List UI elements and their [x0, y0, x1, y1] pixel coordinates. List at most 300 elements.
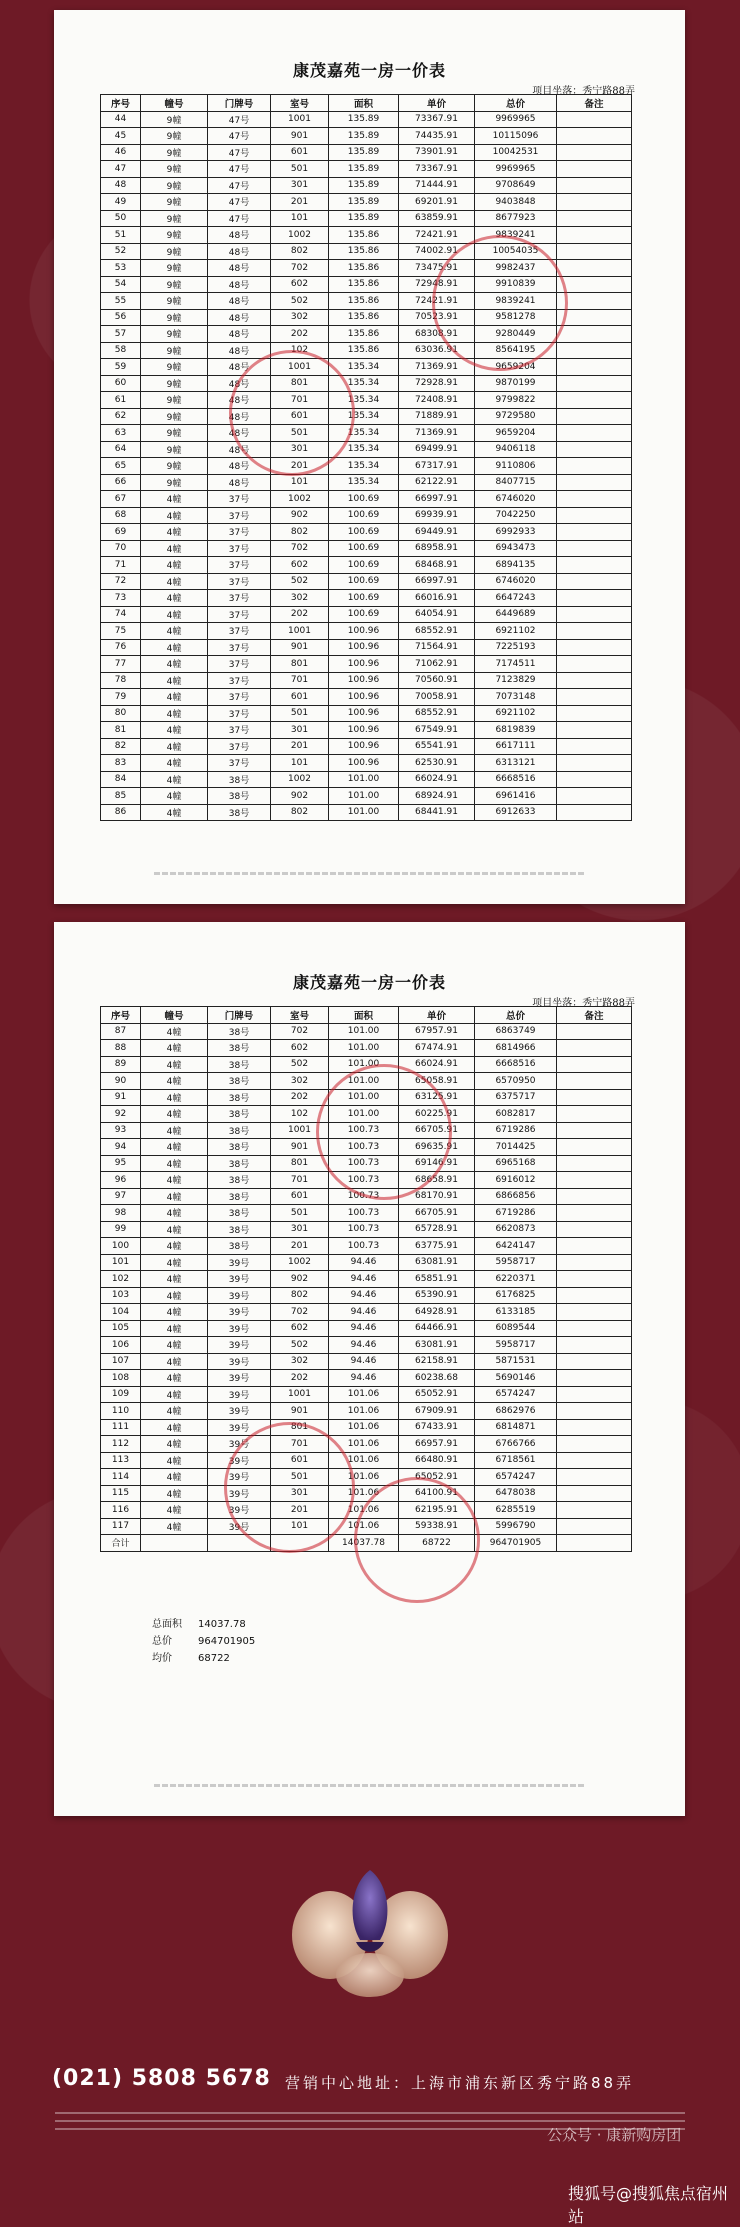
table-cell: 6965168 [475, 1155, 557, 1172]
table-cell: 80 [101, 705, 141, 722]
table-cell: 601 [271, 144, 329, 161]
table-cell: 101 [271, 1518, 329, 1535]
table-cell: 71444.91 [399, 177, 475, 194]
table-cell: 63125.91 [399, 1089, 475, 1106]
table-cell: 801 [271, 1419, 329, 1436]
table-cell: 5996790 [475, 1518, 557, 1535]
table-cell: 135.86 [329, 293, 399, 310]
table-row [101, 1419, 632, 1436]
table-cell: 71889.91 [399, 408, 475, 425]
table-cell: 6814966 [475, 1040, 557, 1057]
table-cell: 4幢 [141, 804, 208, 821]
table-cell: 135.89 [329, 128, 399, 145]
summary-value: 14037.78 [198, 1619, 246, 1630]
table-cell: 38号 [208, 788, 271, 805]
table-cell: 100.69 [329, 540, 399, 557]
table-cell: 502 [271, 1056, 329, 1073]
table-cell: 100.96 [329, 672, 399, 689]
table-cell: 9839241 [475, 227, 557, 244]
table-cell: 100.73 [329, 1155, 399, 1172]
table-cell: 6647243 [475, 590, 557, 607]
table-cell: 101.06 [329, 1518, 399, 1535]
table-row [101, 540, 632, 557]
table-cell: 68 [101, 507, 141, 524]
table-cell: 4幢 [141, 573, 208, 590]
table-cell: 45 [101, 128, 141, 145]
table-cell: 95 [101, 1155, 141, 1172]
table-cell: 39号 [208, 1353, 271, 1370]
table-row [101, 1320, 632, 1337]
table-row [101, 1386, 632, 1403]
summary-label: 总面积 [152, 1619, 182, 1630]
table-cell: 135.34 [329, 425, 399, 442]
table-cell [557, 1386, 632, 1403]
table-cell: 37号 [208, 540, 271, 557]
table-row [101, 573, 632, 590]
table-cell: 74 [101, 606, 141, 623]
table-cell: 5690146 [475, 1370, 557, 1387]
table-cell: 102 [271, 342, 329, 359]
table-cell: 38号 [208, 1056, 271, 1073]
table-cell: 69939.91 [399, 507, 475, 524]
table-cell: 101 [271, 210, 329, 227]
table-cell: 100.69 [329, 491, 399, 508]
sohu-watermark: 搜狐号@搜狐焦点宿州站 [568, 2184, 729, 2226]
table-cell [557, 1535, 632, 1552]
table-cell: 46 [101, 144, 141, 161]
table-cell: 100.96 [329, 722, 399, 739]
table-cell: 100.69 [329, 524, 399, 541]
table-cell: 39号 [208, 1419, 271, 1436]
table-cell [557, 1139, 632, 1156]
table-cell: 135.86 [329, 326, 399, 343]
table-cell [557, 458, 632, 475]
table-cell: 6449689 [475, 606, 557, 623]
table-cell: 135.86 [329, 309, 399, 326]
table-cell: 9581278 [475, 309, 557, 326]
table-cell: 102 [271, 1106, 329, 1123]
table-cell: 38号 [208, 771, 271, 788]
table-cell: 7174511 [475, 656, 557, 673]
table-row [101, 755, 632, 772]
table-cell: 113 [101, 1452, 141, 1469]
table-cell: 103 [101, 1287, 141, 1304]
table-cell: 66480.91 [399, 1452, 475, 1469]
table-cell: 38号 [208, 1089, 271, 1106]
table-cell: 501 [271, 1469, 329, 1486]
table-cell: 100.73 [329, 1172, 399, 1189]
table-cell: 37号 [208, 722, 271, 739]
table-cell [557, 1271, 632, 1288]
table-cell: 9403848 [475, 194, 557, 211]
table-cell: 702 [271, 1023, 329, 1040]
table-cell: 9幢 [141, 111, 208, 128]
table-cell: 96 [101, 1172, 141, 1189]
column-header: 面积 [329, 1007, 399, 1024]
table-cell: 201 [271, 1238, 329, 1255]
table-cell: 79 [101, 689, 141, 706]
table-cell: 4幢 [141, 1254, 208, 1271]
table-cell: 100.96 [329, 623, 399, 640]
table-cell: 501 [271, 705, 329, 722]
table-cell [557, 474, 632, 491]
table-row [101, 1205, 632, 1222]
table-cell: 48号 [208, 392, 271, 409]
table-cell: 6089544 [475, 1320, 557, 1337]
table-cell: 70 [101, 540, 141, 557]
table-cell [557, 1469, 632, 1486]
table-cell: 39号 [208, 1271, 271, 1288]
table-cell [557, 1353, 632, 1370]
table-cell: 81 [101, 722, 141, 739]
table-cell: 72 [101, 573, 141, 590]
table-cell: 109 [101, 1386, 141, 1403]
table-cell: 100.96 [329, 755, 399, 772]
table-cell: 69146.91 [399, 1155, 475, 1172]
table-row [101, 1469, 632, 1486]
table-cell: 48 [101, 177, 141, 194]
column-header: 面积 [329, 95, 399, 112]
table-cell [557, 689, 632, 706]
table-cell [557, 1403, 632, 1420]
table-row [101, 590, 632, 607]
table-cell: 37号 [208, 656, 271, 673]
table-cell: 83 [101, 755, 141, 772]
table-cell: 4幢 [141, 1287, 208, 1304]
table-cell: 68924.91 [399, 788, 475, 805]
table-row [101, 392, 632, 409]
table-cell: 202 [271, 606, 329, 623]
table-row [101, 111, 632, 128]
table-cell [557, 425, 632, 442]
table-cell: 37号 [208, 606, 271, 623]
table-cell: 99 [101, 1221, 141, 1238]
table-cell: 69201.91 [399, 194, 475, 211]
table-cell: 55 [101, 293, 141, 310]
table-row [101, 507, 632, 524]
table-cell: 39号 [208, 1337, 271, 1354]
table-cell: 135.89 [329, 177, 399, 194]
table-cell: 9幢 [141, 293, 208, 310]
table-cell: 100.96 [329, 705, 399, 722]
table-cell [557, 1023, 632, 1040]
table-cell: 1001 [271, 111, 329, 128]
table-cell: 70523.91 [399, 309, 475, 326]
table-cell: 9幢 [141, 392, 208, 409]
table-cell: 71564.91 [399, 639, 475, 656]
table-cell: 60225.91 [399, 1106, 475, 1123]
table-cell: 7225193 [475, 639, 557, 656]
table-cell: 68658.91 [399, 1172, 475, 1189]
table-cell: 602 [271, 1040, 329, 1057]
table-cell: 71062.91 [399, 656, 475, 673]
table-cell: 135.86 [329, 227, 399, 244]
table-cell: 701 [271, 1436, 329, 1453]
table-cell: 6819839 [475, 722, 557, 739]
table-cell: 87 [101, 1023, 141, 1040]
table-cell: 9幢 [141, 210, 208, 227]
table-cell: 9幢 [141, 375, 208, 392]
table-cell: 9幢 [141, 342, 208, 359]
table-row [101, 375, 632, 392]
table-cell: 101.00 [329, 1089, 399, 1106]
table-cell: 601 [271, 408, 329, 425]
table-cell: 4幢 [141, 705, 208, 722]
table-cell: 48号 [208, 375, 271, 392]
table-cell: 202 [271, 1370, 329, 1387]
table-cell: 6921102 [475, 705, 557, 722]
column-header: 室号 [271, 1007, 329, 1024]
table-row [101, 1485, 632, 1502]
table-cell [557, 672, 632, 689]
table-row [101, 177, 632, 194]
table-cell: 94.46 [329, 1337, 399, 1354]
table-cell: 39号 [208, 1452, 271, 1469]
table-cell: 9870199 [475, 375, 557, 392]
table-cell: 65390.91 [399, 1287, 475, 1304]
table-cell: 6620873 [475, 1221, 557, 1238]
table-cell: 115 [101, 1485, 141, 1502]
table-cell: 50 [101, 210, 141, 227]
summary-block [152, 1616, 255, 1667]
table-cell: 73901.91 [399, 144, 475, 161]
table-cell: 101.00 [329, 771, 399, 788]
table-cell: 56 [101, 309, 141, 326]
table-cell: 73 [101, 590, 141, 607]
hotline-phone: (021) 5808 5678 [52, 2066, 271, 2091]
table-cell: 94.46 [329, 1320, 399, 1337]
table-cell: 108 [101, 1370, 141, 1387]
table-cell: 63036.91 [399, 342, 475, 359]
table-cell [557, 1188, 632, 1205]
table-cell: 38号 [208, 1139, 271, 1156]
table-cell [557, 623, 632, 640]
table-cell: 4幢 [141, 623, 208, 640]
table-cell: 135.89 [329, 194, 399, 211]
table-cell: 4幢 [141, 689, 208, 706]
table-cell: 74435.91 [399, 128, 475, 145]
table-cell: 65541.91 [399, 738, 475, 755]
column-header: 备注 [557, 1007, 632, 1024]
table-row [101, 639, 632, 656]
table-cell: 6814871 [475, 1419, 557, 1436]
table-cell: 802 [271, 1287, 329, 1304]
table-cell [557, 705, 632, 722]
table-cell: 39号 [208, 1485, 271, 1502]
table-cell [557, 1370, 632, 1387]
column-header: 单价 [399, 95, 475, 112]
column-header: 单价 [399, 1007, 475, 1024]
table-cell: 4幢 [141, 755, 208, 772]
table-cell: 59 [101, 359, 141, 376]
table-row [101, 788, 632, 805]
table-cell [557, 1155, 632, 1172]
table-cell: 9幢 [141, 441, 208, 458]
table-cell: 100.73 [329, 1188, 399, 1205]
table-cell: 6916012 [475, 1172, 557, 1189]
table-row [101, 359, 632, 376]
table-cell [557, 359, 632, 376]
table-cell: 6718561 [475, 1452, 557, 1469]
table-cell: 112 [101, 1436, 141, 1453]
table-row [101, 623, 632, 640]
table-cell: 6570950 [475, 1073, 557, 1090]
table-cell: 110 [101, 1403, 141, 1420]
table-cell: 101.06 [329, 1419, 399, 1436]
table-cell: 107 [101, 1353, 141, 1370]
orchid-crystal-logo [290, 1850, 450, 2000]
table-cell: 601 [271, 1452, 329, 1469]
table-cell: 66997.91 [399, 573, 475, 590]
table-cell: 48号 [208, 342, 271, 359]
table-cell: 66997.91 [399, 491, 475, 508]
table-cell: 901 [271, 639, 329, 656]
table-cell: 10115096 [475, 128, 557, 145]
table-cell [557, 326, 632, 343]
project-address: 项目坐落：秀宁路88弄 [532, 998, 635, 1009]
table-cell: 502 [271, 573, 329, 590]
table-cell: 62530.91 [399, 755, 475, 772]
price-sheet-page-1 [54, 10, 685, 904]
table-cell: 39号 [208, 1304, 271, 1321]
table-cell: 135.86 [329, 260, 399, 277]
table-cell: 4幢 [141, 590, 208, 607]
page-title: 康茂嘉苑一房一价表 [292, 973, 446, 992]
table-cell: 39号 [208, 1502, 271, 1519]
table-cell: 802 [271, 243, 329, 260]
table-cell: 38号 [208, 1172, 271, 1189]
table-header-row [101, 95, 632, 112]
table-row [101, 1304, 632, 1321]
table-cell: 101.06 [329, 1452, 399, 1469]
table-cell: 100.73 [329, 1221, 399, 1238]
table-cell: 4幢 [141, 1436, 208, 1453]
table-cell: 69449.91 [399, 524, 475, 541]
table-cell: 6668516 [475, 771, 557, 788]
table-cell: 4幢 [141, 524, 208, 541]
table-cell: 97 [101, 1188, 141, 1205]
table-cell: 9659204 [475, 359, 557, 376]
table-cell: 7123829 [475, 672, 557, 689]
table-cell: 61 [101, 392, 141, 409]
table-cell: 10054035 [475, 243, 557, 260]
table-cell: 47号 [208, 128, 271, 145]
table-cell: 9799822 [475, 392, 557, 409]
table-cell: 48号 [208, 359, 271, 376]
table-cell: 68441.91 [399, 804, 475, 821]
table-cell: 94.46 [329, 1287, 399, 1304]
table-header-row [101, 1007, 632, 1024]
table-cell [557, 540, 632, 557]
table-cell: 62122.91 [399, 474, 475, 491]
table-cell: 1001 [271, 359, 329, 376]
table-cell: 100.73 [329, 1139, 399, 1156]
table-cell [557, 722, 632, 739]
table-cell: 64100.91 [399, 1485, 475, 1502]
table-cell: 6866856 [475, 1188, 557, 1205]
table-cell: 4幢 [141, 1485, 208, 1502]
table-cell: 37号 [208, 557, 271, 574]
table-cell: 68552.91 [399, 623, 475, 640]
table-cell: 39号 [208, 1287, 271, 1304]
table-cell: 701 [271, 672, 329, 689]
table-cell [557, 1485, 632, 1502]
table-cell: 47号 [208, 177, 271, 194]
table-cell: 9幢 [141, 194, 208, 211]
table-cell [557, 1287, 632, 1304]
table-cell: 64 [101, 441, 141, 458]
table-cell: 4幢 [141, 788, 208, 805]
table-cell [141, 1535, 208, 1552]
table-cell: 100.69 [329, 557, 399, 574]
table-cell: 135.34 [329, 375, 399, 392]
table-cell: 6617111 [475, 738, 557, 755]
table-cell: 94.46 [329, 1271, 399, 1288]
table-cell: 100.73 [329, 1122, 399, 1139]
table-cell: 67474.91 [399, 1040, 475, 1057]
table-cell: 37号 [208, 507, 271, 524]
table-cell: 38号 [208, 1122, 271, 1139]
table-cell: 6943473 [475, 540, 557, 557]
table-cell: 4幢 [141, 606, 208, 623]
table-row [101, 194, 632, 211]
table-cell: 9幢 [141, 276, 208, 293]
table-row [101, 804, 632, 821]
table-cell: 6220371 [475, 1271, 557, 1288]
table-cell: 135.86 [329, 342, 399, 359]
table-cell: 6375717 [475, 1089, 557, 1106]
table-cell: 94.46 [329, 1353, 399, 1370]
table-cell: 135.86 [329, 276, 399, 293]
table-cell: 4幢 [141, 1221, 208, 1238]
table-cell: 104 [101, 1304, 141, 1321]
table-cell: 7073148 [475, 689, 557, 706]
table-cell: 71 [101, 557, 141, 574]
table-row [101, 1452, 632, 1469]
table-cell [557, 557, 632, 574]
table-cell: 701 [271, 1172, 329, 1189]
table-cell: 38号 [208, 1155, 271, 1172]
table-cell: 6961416 [475, 788, 557, 805]
table-cell: 52 [101, 243, 141, 260]
table-cell: 67433.91 [399, 1419, 475, 1436]
table-cell: 101.00 [329, 1106, 399, 1123]
table-cell: 94.46 [329, 1304, 399, 1321]
table-cell: 1002 [271, 1254, 329, 1271]
table-cell: 201 [271, 458, 329, 475]
table-cell: 1001 [271, 623, 329, 640]
table-cell [557, 590, 632, 607]
table-cell: 6176825 [475, 1287, 557, 1304]
table-cell [557, 804, 632, 821]
table-cell: 57 [101, 326, 141, 343]
project-address: 项目坐落：秀宁路88弄 [532, 86, 635, 97]
table-cell: 71369.91 [399, 359, 475, 376]
table-cell: 67549.91 [399, 722, 475, 739]
table-cell: 39号 [208, 1370, 271, 1387]
table-cell: 9幢 [141, 359, 208, 376]
table-cell: 9幢 [141, 128, 208, 145]
table-cell: 105 [101, 1320, 141, 1337]
table-row [101, 144, 632, 161]
table-row [101, 425, 632, 442]
table-cell: 65052.91 [399, 1386, 475, 1403]
table-cell: 6424147 [475, 1238, 557, 1255]
table-cell: 84 [101, 771, 141, 788]
table-row [101, 722, 632, 739]
table-cell: 38号 [208, 1221, 271, 1238]
table-cell: 65851.91 [399, 1271, 475, 1288]
